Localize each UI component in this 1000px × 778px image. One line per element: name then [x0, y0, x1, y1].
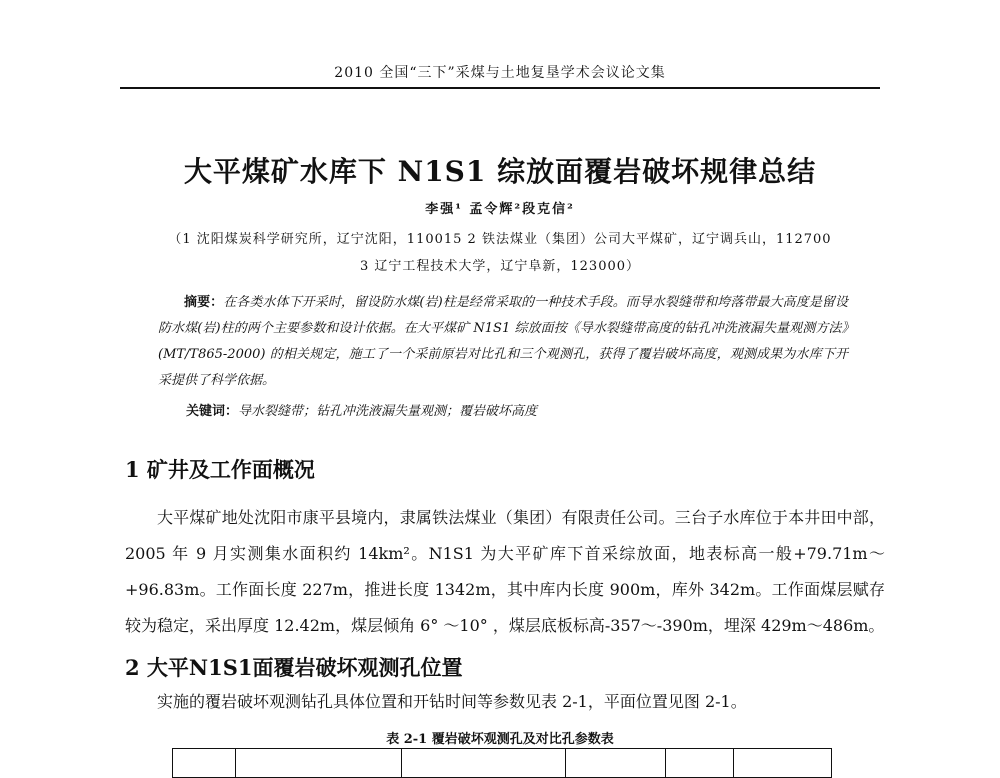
- affiliation-line-1: （1 沈阳煤炭科学研究所，辽宁沈阳，110015 2 铁法煤业（集团）公司大平煤矿，辽宁调兵山，112700: [168, 232, 832, 247]
- table-column-divider: [401, 749, 402, 777]
- keywords-text: 导水裂缝带；钻孔冲洗液漏失量观测；覆岩破坏高度: [238, 404, 538, 419]
- table-column-divider: [665, 749, 666, 777]
- section-heading-2: 2 大平N1S1面覆岩破坏观测孔位置: [125, 655, 463, 680]
- paper-authors: 李强¹ 孟令辉²段克信²: [425, 202, 575, 217]
- abstract: [158, 290, 848, 394]
- affiliation-line-2: 3 辽宁工程技术大学，辽宁阜新，123000）: [359, 259, 641, 274]
- running-header: 2010 全国“三下”采煤与土地复垦学术会议论文集: [334, 65, 666, 81]
- abstract-text: 在各类水体下开采时，留设防水煤(岩)柱是经常采取的一种技术手段。而导水裂缝带和垮落带最大高度是留设防水煤(岩)柱的两个主要参数和设计依据。在大平煤矿 N1S1 综放面按《导水裂缝带高度的钻孔冲洗液漏失量观测方法》(MT/T865-2000) 的相关规定，施工了一个采前原岩对比孔和三个观测孔，获得了覆岩破坏高度，观测成果为水库下开采提供了科学依据。: [158, 295, 848, 388]
- table-column-divider: [565, 749, 566, 777]
- keywords: [186, 400, 846, 419]
- table-caption: 表 2-1 覆岩破坏观测孔及对比孔参数表: [386, 732, 614, 747]
- header-rule: [120, 87, 880, 89]
- section-1-paragraph: 大平煤矿地处沈阳市康平县境内，隶属铁法煤业（集团）有限责任公司。三台子水库位于本井田中部，2005 年 9 月实测集水面积约 14km²。N1S1 为大平矿库下首采综放面，地表标高一般+79.71m～+96.83m。工作面长度 227m，推进长度 1342m，其中库内长度 900m，库外 342m。工作面煤层赋存较为稳定，采出厚度 12.42m，煤层倾角 6° ～10° ，煤层底板标高-357～-390m，埋深 429m～486m。: [125, 508, 885, 635]
- table-column-divider: [733, 749, 734, 777]
- table-column-divider: [235, 749, 236, 777]
- section-heading-1: 1 矿井及工作面概况: [125, 457, 315, 482]
- abstract-label: 摘要：: [184, 295, 224, 310]
- paper-title: 大平煤矿水库下 N1S1 综放面覆岩破坏规律总结: [183, 155, 817, 188]
- keywords-label: 关键词：: [186, 404, 239, 419]
- table-2-1-top-edge: [172, 748, 832, 778]
- section-2-paragraph: 实施的覆岩破坏观测钻孔具体位置和开钻时间等参数见表 2-1，平面位置见图 2-1。: [157, 692, 747, 711]
